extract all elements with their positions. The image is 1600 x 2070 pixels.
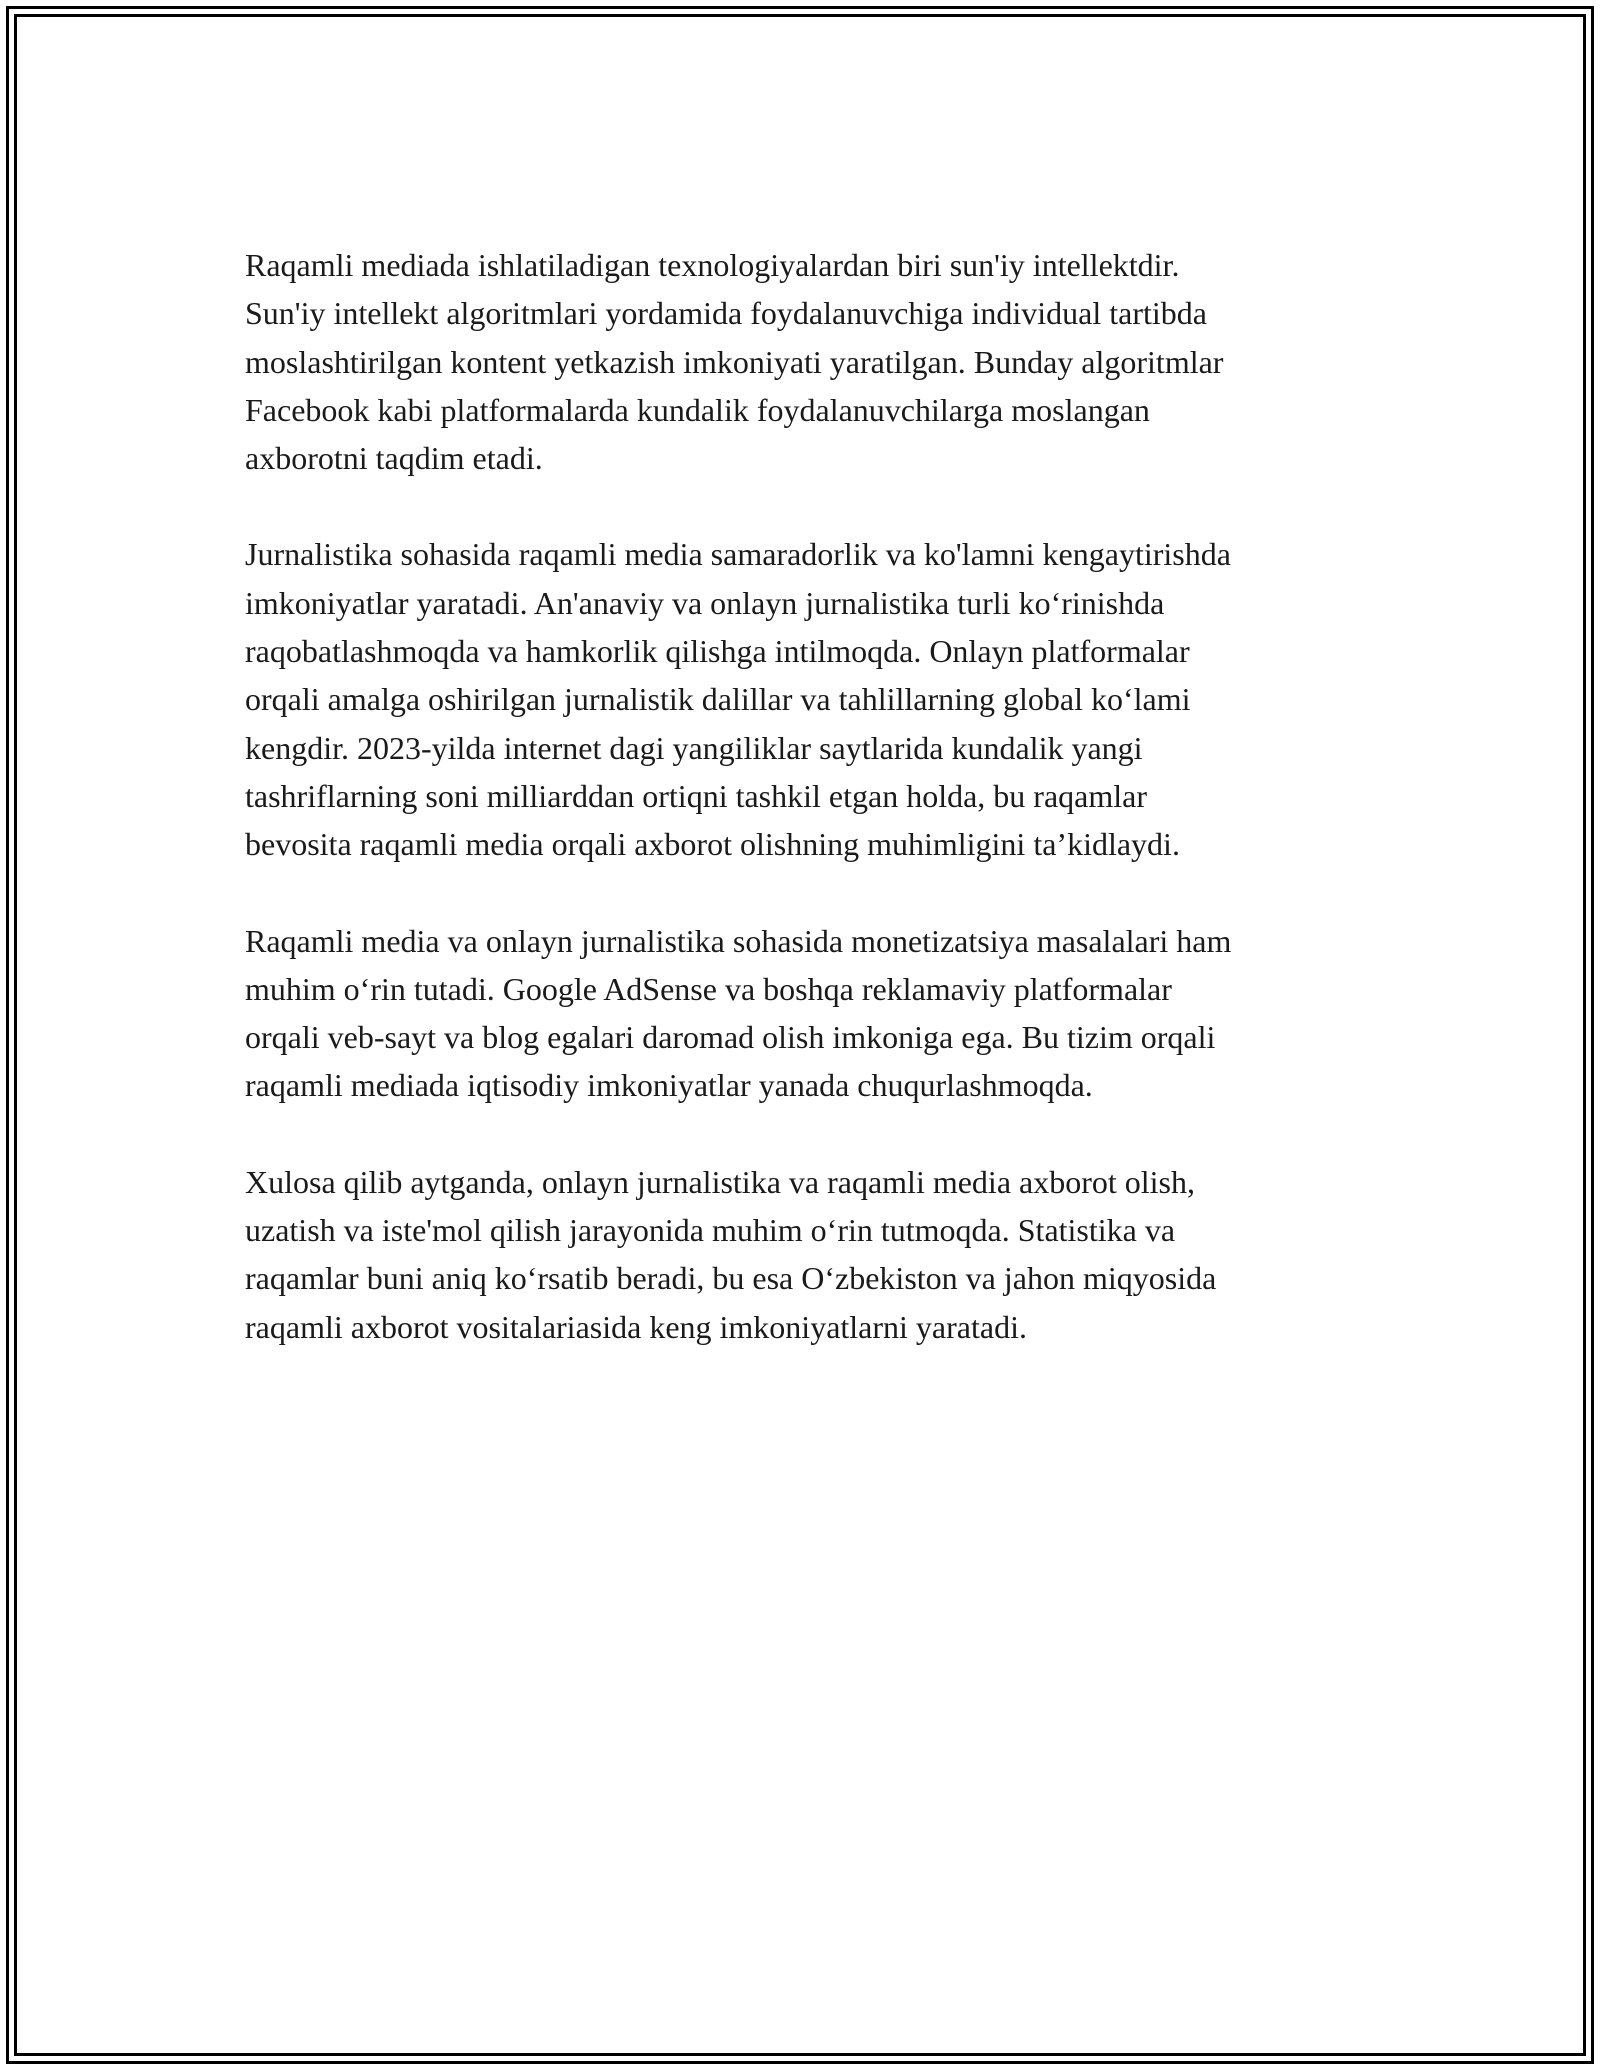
text-line: raqamli axborot vositalariasida keng imkoniyatlarni yaratadi. [245,1308,1027,1345]
text-line: muhim o‘rin tutadi. Google AdSense va boshqa reklamaviy platformalar [245,970,1172,1007]
text-line: imkoniyatlar yaratadi. An'anaviy va onlayn jurnalistika turli ko‘rinishda [245,584,1165,621]
paragraph-journalism [245,530,1395,868]
text-line: Raqamli mediada ishlatiladigan texnologiyalardan biri sun'iy intellektdir. [245,247,1180,283]
text-line: Sun'iy intellekt algoritmlari yordamida foydalanuvchiga individual tartibda [245,295,1207,332]
document-body [245,241,1395,1399]
text-line: Raqamli media va onlayn jurnalistika sohasida monetizatsiya masalalari ham [245,922,1232,959]
text-line: orqali veb-sayt va blog egalari daromad olish imkoniga ega. Bu tizim orqali [245,1019,1216,1056]
text-line: kengdir. 2023-yilda internet dagi yangiliklar saytlarida kundalik yangi [245,729,1143,766]
text-line: tashriflarning soni milliarddan ortiqni tashkil etgan holda, bu raqamlar [245,777,1147,814]
paragraph-ai-technology [245,241,1395,482]
text-line: orqali amalga oshirilgan jurnalistik dalillar va tahlillarning global ko‘lami [245,681,1191,718]
text-line: raqamli mediada iqtisodiy imkoniyatlar yanada chuqurlashmoqda. [245,1067,1093,1104]
text-line: bevosita raqamli media orqali axborot olishning muhimligini ta’kidlaydi. [245,826,1180,863]
text-line: Jurnalistika sohasida raqamli media samaradorlik va ko'lamni kengaytirishda [245,536,1231,573]
text-line: raqobatlashmoqda va hamkorlik qilishga intilmoqda. Onlayn platformalar [245,633,1190,670]
paragraph-monetization [245,917,1395,1110]
paragraph-conclusion [245,1158,1395,1351]
text-line: raqamlar buni aniq ko‘rsatib beradi, bu esa O‘zbekiston va jahon miqyosida [245,1260,1217,1297]
text-line: Xulosa qilib aytganda, onlayn jurnalistika va raqamli media axborot olish, [245,1163,1195,1200]
text-line: moslashtirilgan kontent yetkazish imkoniyati yaratilgan. Bunday algoritmlar [245,343,1224,380]
text-line: axborotni taqdim etadi. [245,440,543,477]
page-border [6,6,1594,2064]
text-line: Facebook kabi platformalarda kundalik foydalanuvchilarga moslangan [245,391,1150,428]
text-line: uzatish va iste'mol qilish jarayonida muhim o‘rin tutmoqda. Statistika va [245,1212,1176,1249]
